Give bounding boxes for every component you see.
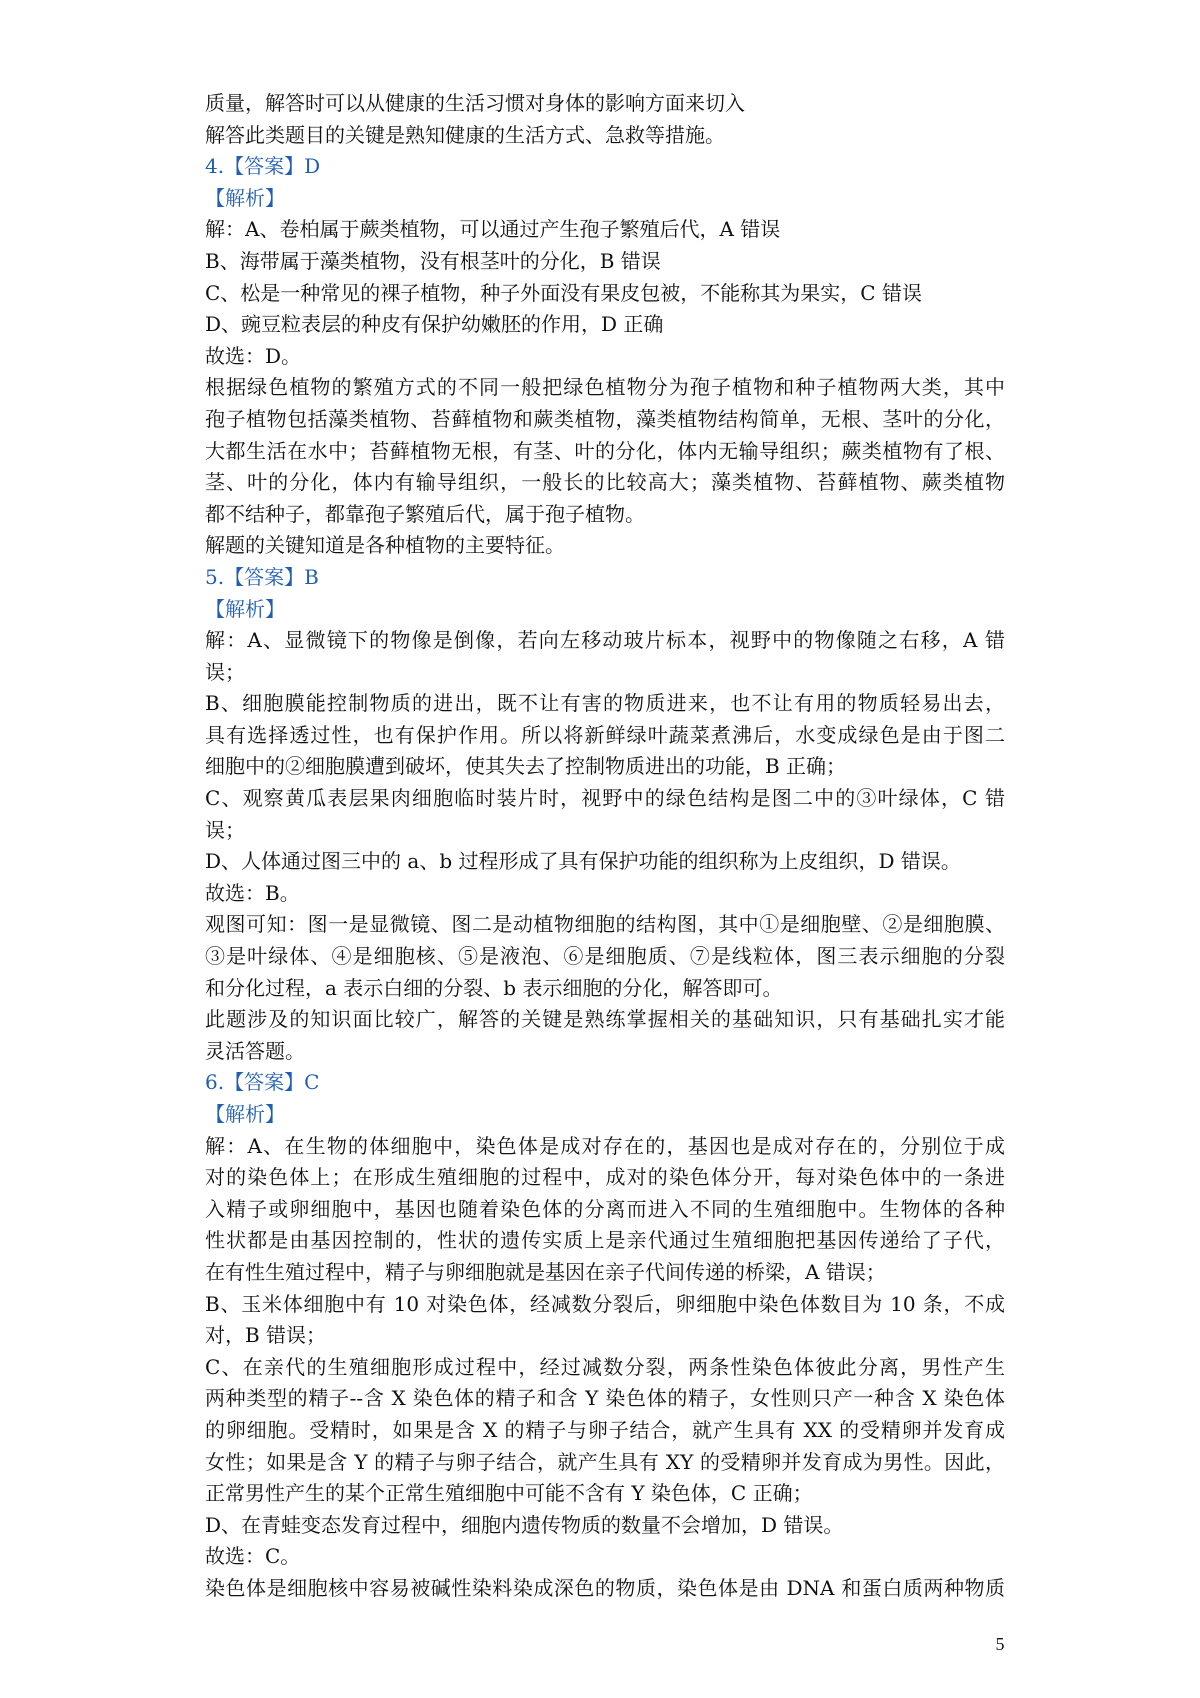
text-line: D、人体通过图三中的 a、b 过程形成了具有保护功能的组织称为上皮组织，D 错误。 (205, 849, 961, 874)
text-line: D、在青蛙变态发育过程中，细胞内遗传物质的数量不会增加，D 错误。 (205, 1512, 844, 1537)
text-line: C、在亲代的生殖细胞形成过程中，经过减数分裂，两条性染色体彼此分离，男性产生 (205, 1354, 1005, 1379)
text-line: 茎、叶的分化，体内有输导组织，一般长的比较高大；藻类植物、苔藓植物、蕨类植物 (205, 470, 1005, 495)
text-line: 女性；如果是含 Y 的精子与卵子结合，就产生具有 XY 的受精卵并发育成为男性。因此， (205, 1449, 1005, 1474)
text-line: 解：A、显微镜下的物像是倒像，若向左移动玻片标本，视野中的物像随之右移，A 错 (205, 628, 1005, 653)
text-line: 观图可知：图一是显微镜、图二是动植物细胞的结构图，其中①是细胞壁、②是细胞膜、 (205, 912, 1005, 937)
text-line: 具有选择透过性，也有保护作用。所以将新鲜绿叶蔬菜煮沸后，水变成绿色是由于图二 (205, 722, 1005, 747)
text-line: 孢子植物包括藻类植物、苔藓植物和蕨类植物，藻类植物结构简单，无根、茎叶的分化， (205, 406, 1005, 431)
text-line: 大都生活在水中；苔藓植物无根，有茎、叶的分化，体内无输导组织；蕨类植物有了根、 (205, 438, 1005, 463)
text-line: 【解析】 (205, 1102, 285, 1126)
text-line: 和分化过程，a 表示白细的分裂、b 表示细胞的分化，解答即可。 (205, 975, 783, 1000)
text-line: 故选：B。 (205, 880, 300, 905)
text-line: B、细胞膜能控制物质的进出，既不让有害的物质进来，也不让有用的物质轻易出去， (205, 691, 1005, 716)
text-line: 解：A、卷柏属于蕨类植物，可以通过产生孢子繁殖后代，A 错误 (205, 217, 781, 242)
text-line: 性状都是由基因控制的，性状的遗传实质上是亲代通过生殖细胞把基因传递给了子代， (205, 1228, 1005, 1253)
text-line: 入精子或卵细胞中，基因也随着染色体的分离而进入不同的生殖细胞中。生物体的各种 (205, 1196, 1005, 1221)
text-line: 都不结种子，都靠孢子繁殖后代，属于孢子植物。 (205, 501, 645, 526)
text-line: 两种类型的精子--含 X 染色体的精子和含 Y 染色体的精子，女性则只产一种含 X 染色体 (205, 1386, 1005, 1411)
text-line: 解题的关键知道是各种植物的主要特征。 (205, 533, 565, 558)
text-line: 细胞中的②细胞膜遭到破坏，使其失去了控制物质进出的功能，B 正确； (205, 754, 847, 779)
answer-analysis-text (205, 88, 1005, 1605)
text-line: 质量，解答时可以从健康的生活习惯对身体的影响方面来切入 (205, 91, 745, 115)
text-line: 正常男性产生的某个正常生殖细胞中可能不含有 Y 染色体，C 正确； (205, 1481, 813, 1506)
text-line: 故选：C。 (205, 1544, 301, 1569)
text-line: 解答此类题目的关键是熟知健康的生活方式、急救等措施。 (205, 122, 725, 147)
text-line: 5.【答案】B (205, 564, 319, 589)
page-number: 5 (995, 1634, 1005, 1654)
text-line: 解：A、在生物的体细胞中，染色体是成对存在的，基因也是成对存在的，分别位于成 (205, 1133, 1005, 1158)
text-line: 【解析】 (205, 596, 285, 621)
text-line: 故选：D。 (205, 343, 302, 368)
text-line: 误； (205, 817, 245, 842)
text-line: 对的染色体上；在形成生殖细胞的过程中，成对的染色体分开，每对染色体中的一条进 (205, 1165, 1005, 1190)
text-line: 在有性生殖过程中，精子与卵细胞就是基因在亲子代间传递的桥梁，A 错误； (205, 1259, 886, 1284)
text-line: 6.【答案】C (205, 1070, 320, 1095)
text-line: 的卵细胞。受精时，如果是含 X 的精子与卵子结合，就产生具有 XX 的受精卵并发育成 (205, 1417, 1005, 1442)
text-line: 根据绿色植物的繁殖方式的不同一般把绿色植物分为孢子植物和种子植物两大类，其中 (205, 375, 1005, 400)
text-line: C、松是一种常见的裸子植物，种子外面没有果皮包被，不能称其为果实，C 错误 (205, 280, 922, 305)
text-line: 灵活答题。 (205, 1038, 305, 1063)
text-line: B、海带属于藻类植物，没有根茎叶的分化，B 错误 (205, 248, 661, 273)
text-line: 此题涉及的知识面比较广，解答的关键是熟练掌握相关的基础知识，只有基础扎实才能 (205, 1007, 1005, 1032)
text-line: B、玉米体细胞中有 10 对染色体，经减数分裂后，卵细胞中染色体数目为 10 条，不成 (205, 1291, 1005, 1316)
text-line: 误； (205, 659, 245, 684)
text-line: 染色体是细胞核中容易被碱性染料染成深色的物质，染色体是由 DNA 和蛋白质两种物质 (205, 1575, 1005, 1600)
text-line: 【解析】 (205, 185, 285, 210)
text-line: C、观察黄瓜表层果肉细胞临时装片时，视野中的绿色结构是图二中的③叶绿体，C 错 (205, 786, 1005, 811)
text-line: 对，B 错误； (205, 1323, 327, 1348)
text-line: ③是叶绿体、④是细胞核、⑤是液泡、⑥是细胞质、⑦是线粒体，图三表示细胞的分裂 (205, 944, 1005, 969)
text-line: D、豌豆粒表层的种皮有保护幼嫩胚的作用，D 正确 (205, 312, 664, 337)
text-line: 4.【答案】D (205, 154, 321, 179)
